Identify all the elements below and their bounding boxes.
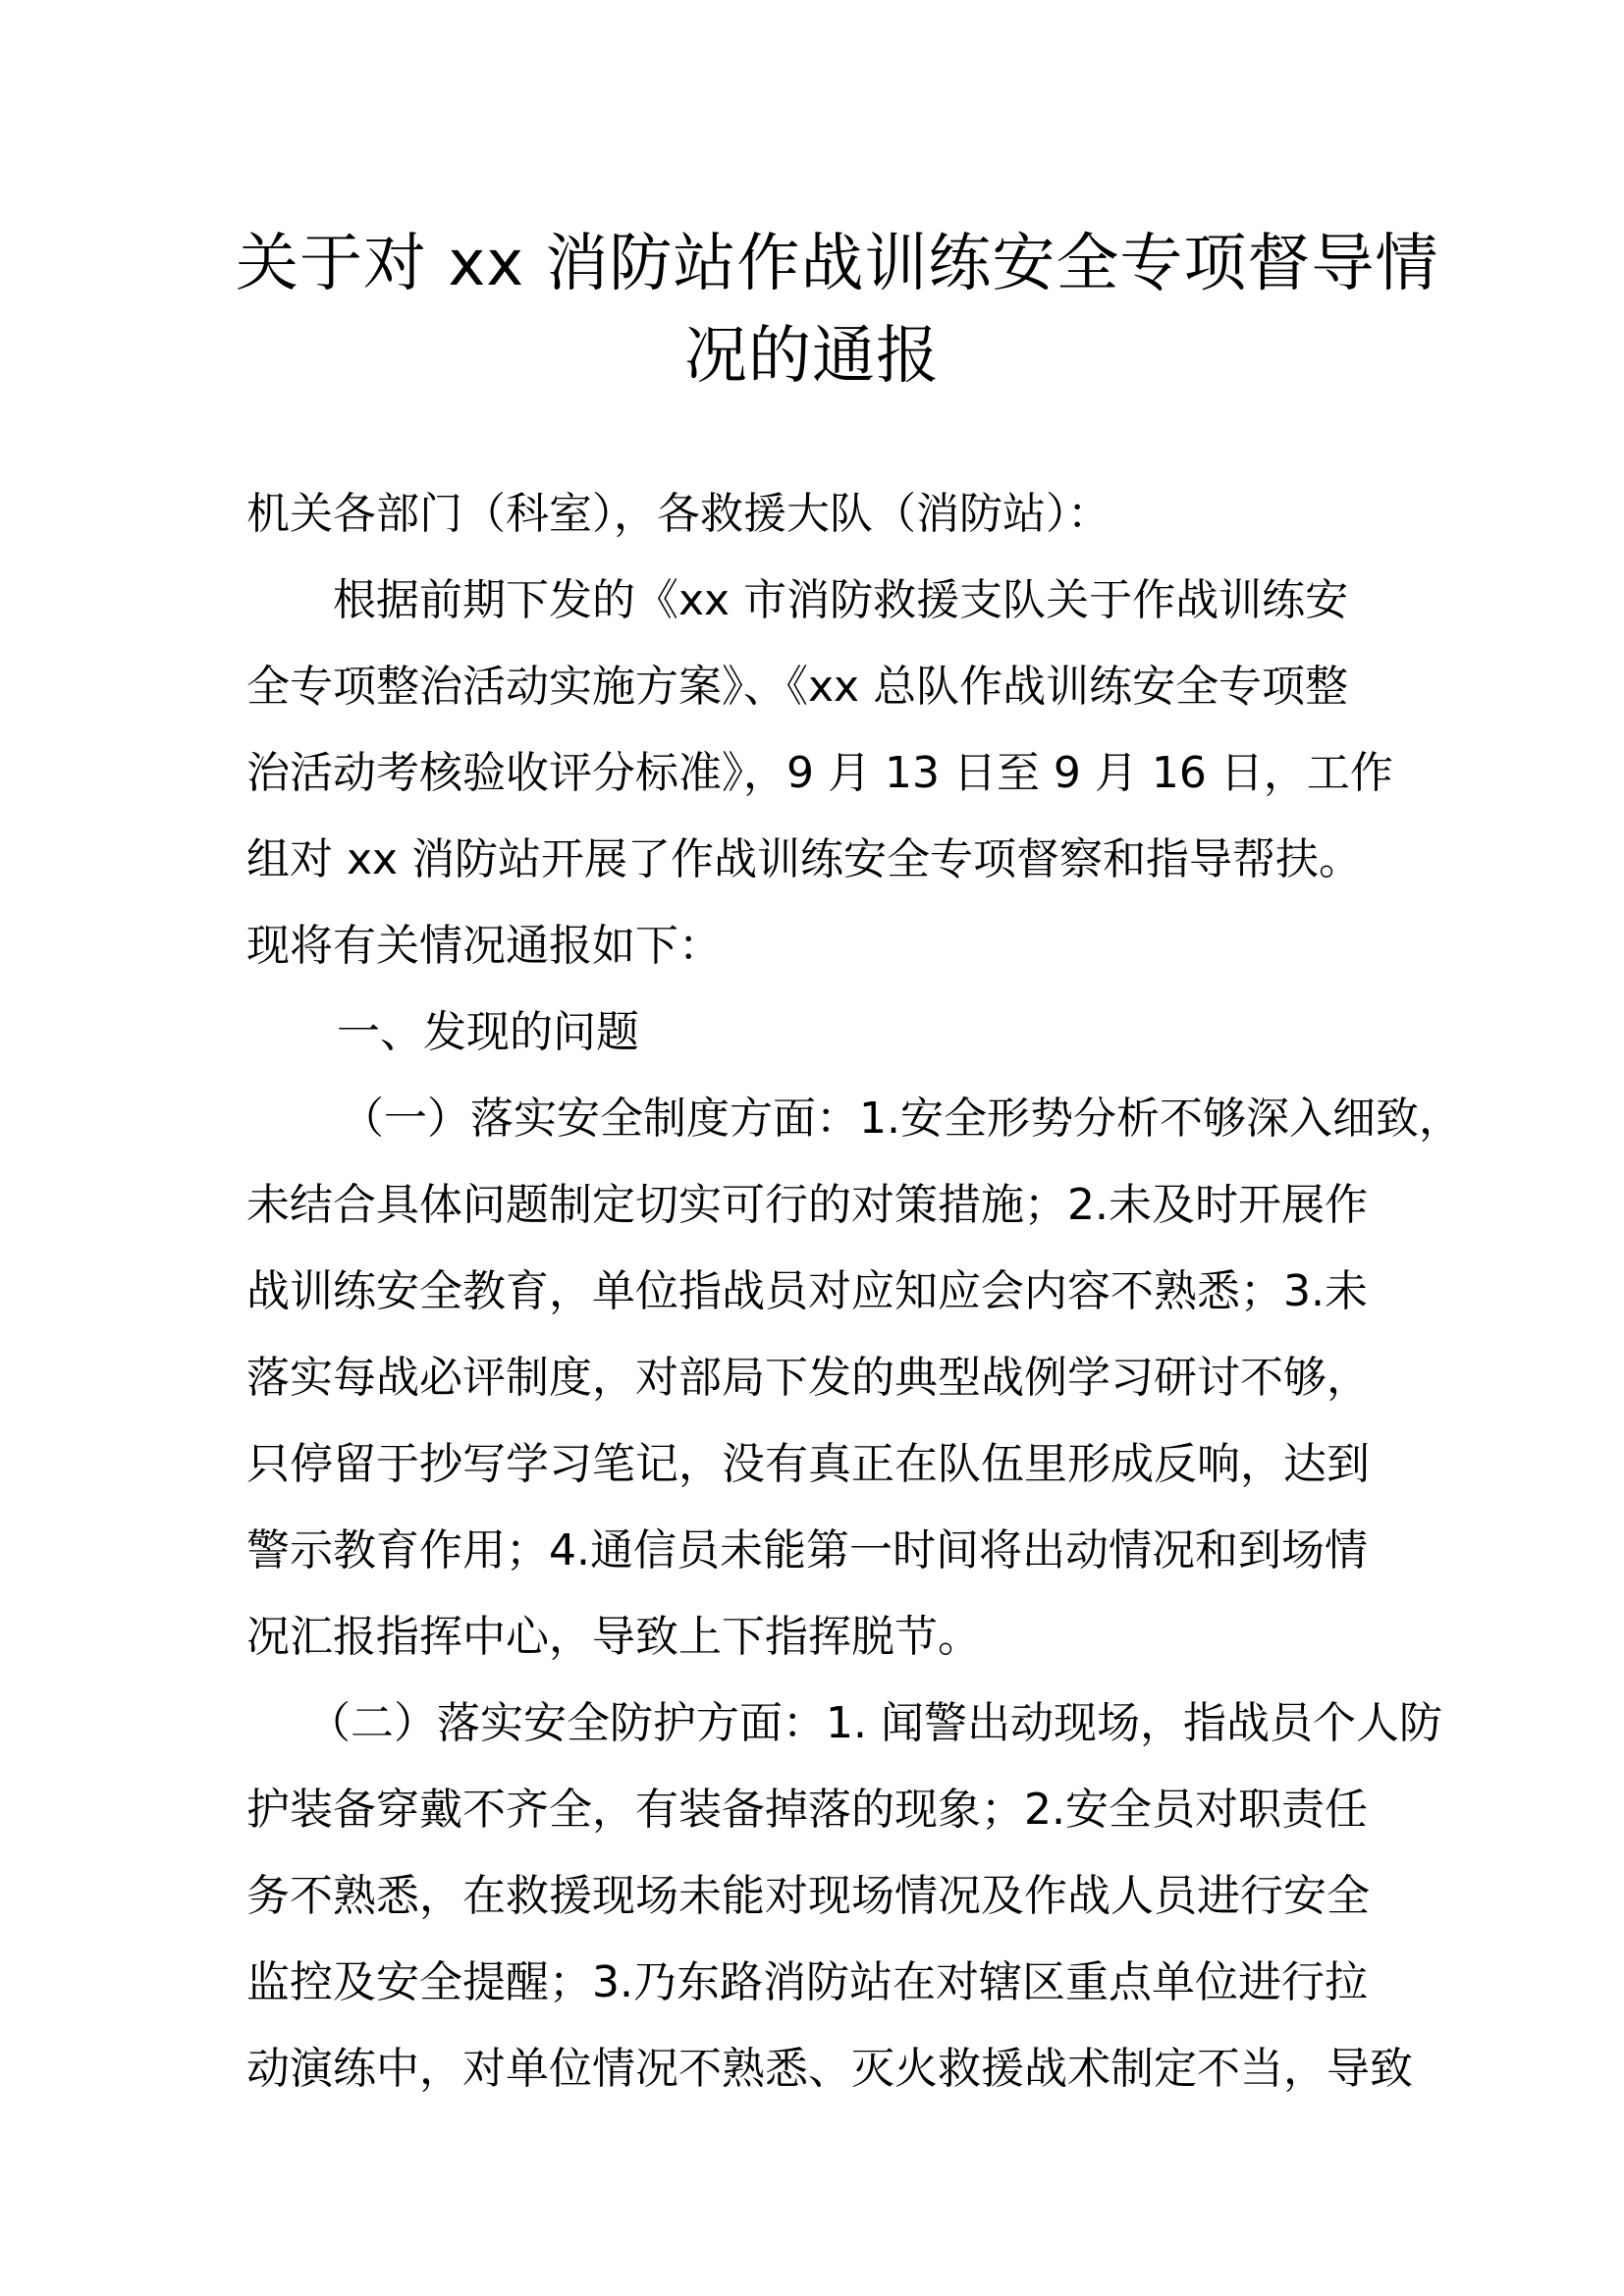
paragraph-line: 落实每战必评制度，对部局下发的典型战例学习研讨不够，: [246, 1353, 1370, 1403]
paragraph-safety-protection: [246, 1681, 1442, 2112]
section-heading: [246, 989, 1395, 1076]
title-line: 况的通报: [684, 320, 940, 393]
paragraph-line: 监控及安全提醒；3.乃东路消防站在对辖区重点单位进行拉: [246, 1957, 1368, 2007]
paragraph-line: 战训练安全教育，单位指战员对应知应会内容不熟悉；3.未: [246, 1266, 1368, 1316]
paragraph-intro: [246, 558, 1395, 989]
paragraph-line: 全专项整治活动实施方案》、《xx 总队作战训练安全专项整: [246, 662, 1349, 712]
paragraph-line: 务不熟悉，在救援现场未能对现场情况及作战人员进行安全: [246, 1871, 1370, 1921]
paragraph-line: 况汇报指挥中心，导致上下指挥脱节。: [246, 1612, 981, 1662]
paragraph-line: 警示教育作用；4.通信员未能第一时间将出动情况和到场情: [246, 1525, 1368, 1575]
paragraph-line: （二）落实安全防护方面：1. 闻警出动现场，指战员个人防: [307, 1698, 1442, 1748]
paragraph-safety-system: [246, 1076, 1462, 1681]
paragraph-line: 现将有关情况通报如下：: [246, 921, 722, 971]
paragraph-line: 未结合具体问题制定切实可行的对策措施；2.未及时开展作: [246, 1180, 1368, 1230]
paragraph-line: 动演练中，对单位情况不熟悉、灭火救援战术制定不当，导致: [246, 2044, 1413, 2094]
paragraph-line: 组对 xx 消防站开展了作战训练安全专项督察和指导帮扶。: [246, 834, 1363, 884]
title-line: 关于对 xx 消防站作战训练安全专项督导情: [236, 228, 1439, 300]
paragraph-line: （一）落实安全制度方面：1.安全形势分析不够深入细致，: [341, 1094, 1462, 1144]
paragraph-line: 护装备穿戴不齐全，有装备掉落的现象；2.安全员对职责任: [246, 1785, 1368, 1835]
salutation: [246, 471, 1395, 558]
document-title: [236, 218, 1439, 402]
salutation-text: 机关各部门（科室），各救援大队（消防站）：: [246, 489, 1110, 539]
paragraph-line: 治活动考核验收评分标准》，9 月 13 日至 9 月 16 日，工作: [246, 748, 1393, 798]
section-heading-text: 一、发现的问题: [337, 1007, 639, 1057]
paragraph-line: 根据前期下发的《xx 市消防救援支队关于作战训练安: [333, 575, 1349, 625]
paragraph-line: 只停留于抄写学习笔记，没有真正在队伍里形成反响，达到: [246, 1439, 1370, 1489]
